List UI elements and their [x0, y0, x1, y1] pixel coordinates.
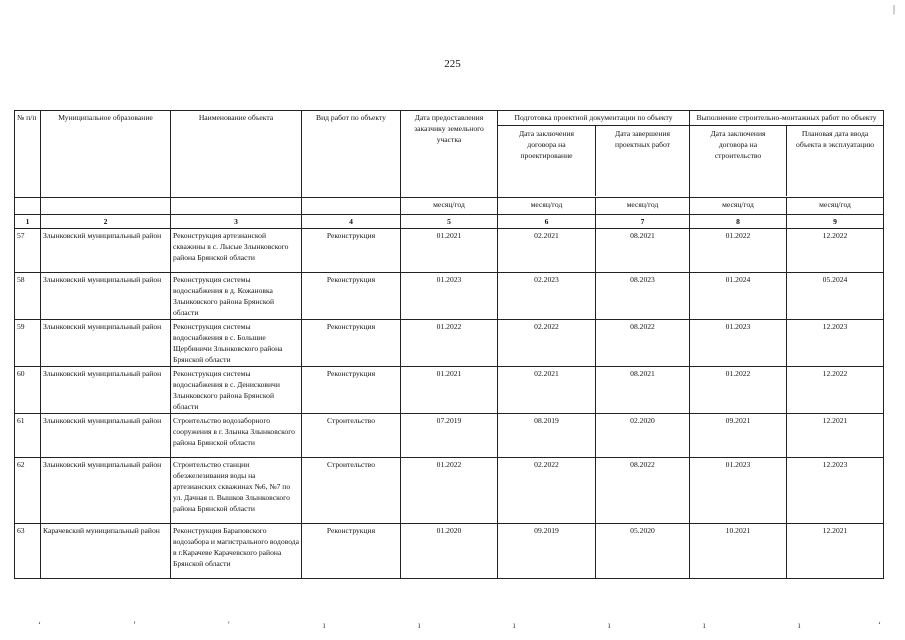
row-land-date: 01.2022: [401, 458, 498, 524]
header-row: [15, 111, 884, 198]
header-design-contract: Дата заключения договора на проектирование: [498, 126, 596, 196]
column-number-row: [15, 215, 884, 229]
header-commission-date: Плановая дата ввода объекта в эксплуатацию: [796, 129, 874, 149]
row-object: Реконструкция системы водоснабжения в д. Кожановка Злынковского района Брянской области: [171, 273, 302, 320]
data-table: [14, 110, 884, 579]
column-number: 6: [498, 215, 596, 229]
row-commission-date: 12.2023: [787, 458, 884, 524]
scan-mark: ı: [513, 620, 516, 630]
column-number: 9: [787, 215, 884, 229]
row-design-contract: 08.2019: [498, 414, 596, 458]
row-work-type: Реконструкция: [302, 524, 401, 579]
table-row: [15, 229, 884, 273]
row-object: Реконструкция системы водоснабжения в с. Большие Щербиничи Злынковского района Брянской области: [171, 320, 302, 367]
column-number: 3: [171, 215, 302, 229]
row-design-end: 05.2020: [596, 524, 690, 579]
unit-label: месяц/год: [596, 198, 690, 215]
row-build-contract: 01.2023: [690, 320, 787, 367]
header-object: Наименование объекта: [171, 111, 302, 198]
row-municipality: Злынковский муниципальный район: [41, 229, 171, 273]
row-design-contract: 02.2023: [498, 273, 596, 320]
row-number: 58: [15, 273, 41, 320]
unit-label: месяц/год: [498, 198, 596, 215]
row-commission-date: 12.2022: [787, 229, 884, 273]
header-design-end: Дата завершения проектных работ: [615, 129, 670, 149]
row-commission-date: 12.2022: [787, 367, 884, 414]
row-work-type: Реконструкция: [302, 320, 401, 367]
column-number: 2: [41, 215, 171, 229]
row-municipality: Злынковский муниципальный район: [41, 320, 171, 367]
scan-mark: ': [228, 620, 230, 630]
header-land-date: Дата предоставления заказчику земельного участка: [401, 111, 498, 198]
row-build-contract: 10.2021: [690, 524, 787, 579]
row-design-contract: 02.2021: [498, 367, 596, 414]
column-number: 8: [690, 215, 787, 229]
row-land-date: 07.2019: [401, 414, 498, 458]
row-object: Реконструкция Бараповского водозабора и магистрального водовода в г.Карачеве Карачевского района Брянской области: [171, 524, 302, 579]
row-design-end: 08.2021: [596, 229, 690, 273]
row-design-contract: 02.2022: [498, 458, 596, 524]
row-build-contract: 01.2023: [690, 458, 787, 524]
row-object: Строительство водозаборного сооружения в г. Злынка Злынковского района Брянской области: [171, 414, 302, 458]
header-work-type: Вид работ по объекту: [302, 111, 401, 198]
row-municipality: Злынковский муниципальный район: [41, 458, 171, 524]
row-work-type: Реконструкция: [302, 273, 401, 320]
scan-mark: ı: [703, 620, 706, 630]
row-land-date: 01.2021: [401, 229, 498, 273]
row-work-type: Строительство: [302, 458, 401, 524]
table-row: [15, 320, 884, 367]
row-commission-date: 05.2024: [787, 273, 884, 320]
row-municipality: Злынковский муниципальный район: [41, 414, 171, 458]
row-work-type: Реконструкция: [302, 367, 401, 414]
unit-label: месяц/год: [401, 198, 498, 215]
row-build-contract: 01.2024: [690, 273, 787, 320]
row-municipality: Карачевский муниципальный район: [41, 524, 171, 579]
row-number: 59: [15, 320, 41, 367]
row-build-contract: 09.2021: [690, 414, 787, 458]
row-number: 61: [15, 414, 41, 458]
table-row: [15, 524, 884, 579]
row-commission-date: 12.2023: [787, 320, 884, 367]
row-land-date: 01.2021: [401, 367, 498, 414]
row-design-end: 02.2020: [596, 414, 690, 458]
row-work-type: Реконструкция: [302, 229, 401, 273]
row-design-contract: 02.2021: [498, 229, 596, 273]
row-build-contract: 01.2022: [690, 229, 787, 273]
scan-mark: ‘: [38, 620, 41, 630]
row-design-end: 08.2022: [596, 458, 690, 524]
row-number: 62: [15, 458, 41, 524]
table-row: [15, 273, 884, 320]
row-design-contract: 02.2022: [498, 320, 596, 367]
header-build-title: Выполнение строительно-монтажных работ по объекту: [690, 111, 883, 126]
unit-label: месяц/год: [690, 198, 787, 215]
row-number: 57: [15, 229, 41, 273]
row-design-end: 08.2023: [596, 273, 690, 320]
column-number: 1: [15, 215, 41, 229]
header-design-title: Подготовка проектной документации по объекту: [498, 111, 689, 126]
row-design-end: 08.2021: [596, 367, 690, 414]
row-municipality: Злынковский муниципальный район: [41, 367, 171, 414]
row-land-date: 01.2023: [401, 273, 498, 320]
column-number: 7: [596, 215, 690, 229]
row-design-end: 08.2022: [596, 320, 690, 367]
edge-mark: |: [892, 4, 895, 15]
row-build-contract: 01.2022: [690, 367, 787, 414]
row-work-type: Строительство: [302, 414, 401, 458]
scan-mark: ‘: [878, 620, 881, 630]
scan-mark: ı: [323, 620, 326, 630]
row-land-date: 01.2022: [401, 320, 498, 367]
row-object: Строительство станции обезжелезивания воды на артезианских скважинах №6, №7 по ул. Дачная п. Вышков Злынковского района Брянской области: [171, 458, 302, 524]
row-commission-date: 12.2021: [787, 524, 884, 579]
scan-mark: ı: [608, 620, 611, 630]
table-row: [15, 414, 884, 458]
scan-mark: ı: [418, 620, 421, 630]
header-num: № п/п: [15, 111, 41, 198]
page-number: 225: [444, 58, 461, 70]
row-design-contract: 09.2019: [498, 524, 596, 579]
scan-mark: ’: [133, 620, 136, 630]
units-row: [15, 198, 884, 215]
row-municipality: Злынковский муниципальный район: [41, 273, 171, 320]
row-number: 63: [15, 524, 41, 579]
scan-bottom-marks: [0, 620, 905, 632]
table-row: [15, 367, 884, 414]
unit-label: месяц/год: [787, 198, 884, 215]
column-number: 5: [401, 215, 498, 229]
column-number: 4: [302, 215, 401, 229]
header-build-contract: Дата заключения договора на строительство: [690, 126, 787, 196]
scan-mark: ı: [798, 620, 801, 630]
row-land-date: 01.2020: [401, 524, 498, 579]
table-row: [15, 458, 884, 524]
row-commission-date: 12.2021: [787, 414, 884, 458]
header-municipality: Муниципальное образование: [41, 111, 171, 198]
row-number: 60: [15, 367, 41, 414]
row-object: Реконструкция системы водоснабжения в с. Денисковичи Злынковского района Брянской области: [171, 367, 302, 414]
header-design-group: [498, 111, 690, 198]
row-object: Реконструкция артезианской скважины в с. Лысые Злынковского района Брянской области: [171, 229, 302, 273]
header-build-group: [690, 111, 884, 198]
